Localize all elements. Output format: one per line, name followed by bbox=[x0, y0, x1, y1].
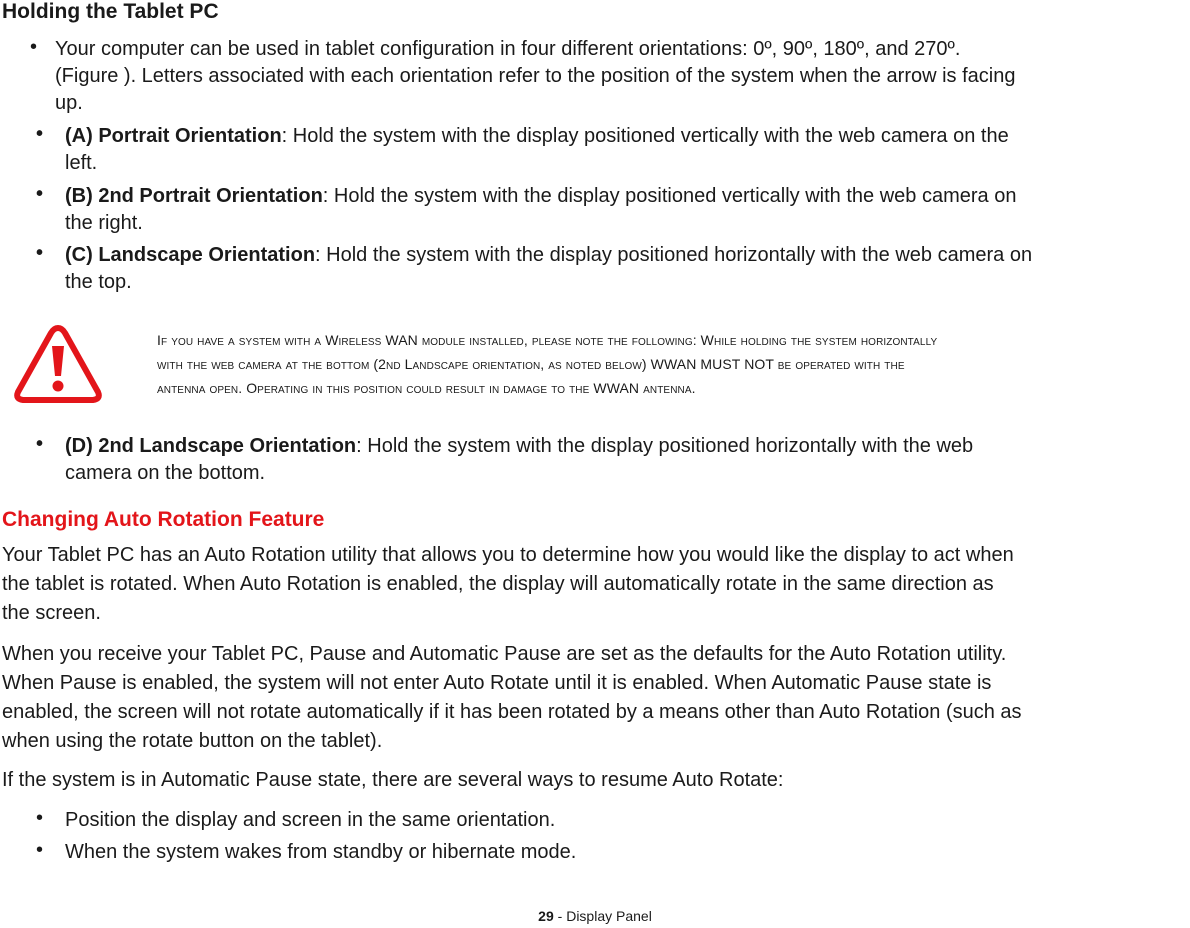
section-heading: Changing Auto Rotation Feature bbox=[2, 508, 325, 531]
orientation-desc-cont: left. bbox=[65, 152, 98, 174]
page-footer bbox=[0, 908, 1190, 924]
bullet-symbol: • bbox=[36, 242, 44, 264]
list-item: When the system wakes from standby or hibernate mode. bbox=[65, 841, 577, 863]
warning-line-1: If you have a system with a Wireless WAN module installed, please note the following: While holding the system horizontally bbox=[157, 332, 938, 348]
paragraph-line: when using the rotate button on the tablet). bbox=[2, 730, 383, 752]
intro-line-3: up. bbox=[55, 92, 83, 114]
orientation-desc-cont: the top. bbox=[65, 271, 132, 293]
warning-line-3: antenna open. Operating in this position could result in damage to the WWAN antenna. bbox=[157, 380, 696, 396]
bullet-symbol: • bbox=[36, 123, 44, 145]
paragraph-line: Your Tablet PC has an Auto Rotation utility that allows you to determine how you would like the display to act when bbox=[2, 544, 1014, 566]
bullet-symbol: • bbox=[36, 183, 44, 205]
orientation-desc-cont: the right. bbox=[65, 212, 143, 234]
warning-triangle-icon bbox=[12, 322, 104, 406]
orientation-label: (B) 2nd Portrait Orientation bbox=[65, 185, 323, 207]
list-item: Position the display and screen in the same orientation. bbox=[65, 809, 556, 831]
intro-line-1: Your computer can be used in tablet configuration in four different orientations: 0º, 90º, 180º, and 270º. bbox=[55, 38, 961, 60]
bullet-symbol: • bbox=[36, 839, 44, 861]
paragraph-line: When Pause is enabled, the system will not enter Auto Rotate until it is enabled. When Automatic Pause state is bbox=[2, 672, 992, 694]
paragraph bbox=[2, 766, 1190, 795]
orientation-label: (C) Landscape Orientation bbox=[65, 244, 316, 266]
paragraph bbox=[2, 640, 1190, 756]
orientation-item-d bbox=[65, 433, 1190, 487]
orientation-item-b bbox=[65, 183, 1190, 237]
intro-bullet-text bbox=[55, 35, 1190, 117]
orientation-desc: : Hold the system with the display positioned vertically with the web camera on bbox=[322, 185, 1017, 207]
orientation-desc: : Hold the system with the display positioned horizontally with the web bbox=[356, 435, 974, 457]
paragraph-line: the tablet is rotated. When Auto Rotation is enabled, the display will automatically rotate in the same direction as bbox=[2, 573, 994, 595]
paragraph-line: If the system is in Automatic Pause state, there are several ways to resume Auto Rotate: bbox=[2, 769, 784, 791]
orientation-desc-cont: camera on the bottom. bbox=[65, 462, 266, 484]
page-number: 29 bbox=[538, 908, 554, 924]
bullet-symbol: • bbox=[36, 433, 44, 455]
intro-line-2: (Figure ). Letters associated with each orientation refer to the position of the system when the arrow is facing bbox=[55, 65, 1016, 87]
page-heading: Holding the Tablet PC bbox=[2, 0, 219, 23]
orientation-item-c bbox=[65, 242, 1190, 296]
footer-section: Display Panel bbox=[566, 908, 652, 924]
warning-text bbox=[157, 328, 1187, 400]
orientation-label: (A) Portrait Orientation bbox=[65, 125, 282, 147]
footer-separator: - bbox=[553, 908, 567, 924]
bullet-symbol: • bbox=[30, 36, 38, 58]
orientation-item-a bbox=[65, 123, 1190, 177]
paragraph bbox=[2, 541, 1190, 628]
orientation-desc: : Hold the system with the display positioned vertically with the web camera on the bbox=[281, 125, 1009, 147]
paragraph-line: enabled, the screen will not rotate automatically if it has been rotated by a means other than Auto Rotation (such as bbox=[2, 701, 1022, 723]
bullet-symbol: • bbox=[36, 807, 44, 829]
orientation-label: (D) 2nd Landscape Orientation bbox=[65, 435, 357, 457]
warning-line-2: with the web camera at the bottom (2nd Landscape orientation, as noted below) WWAN MUST NOT be operated with the bbox=[157, 356, 905, 372]
orientation-desc: : Hold the system with the display positioned horizontally with the web camera on bbox=[315, 244, 1033, 266]
paragraph-line: the screen. bbox=[2, 602, 101, 624]
paragraph-line: When you receive your Tablet PC, Pause and Automatic Pause are set as the defaults for the Auto Rotation utility. bbox=[2, 643, 1007, 665]
